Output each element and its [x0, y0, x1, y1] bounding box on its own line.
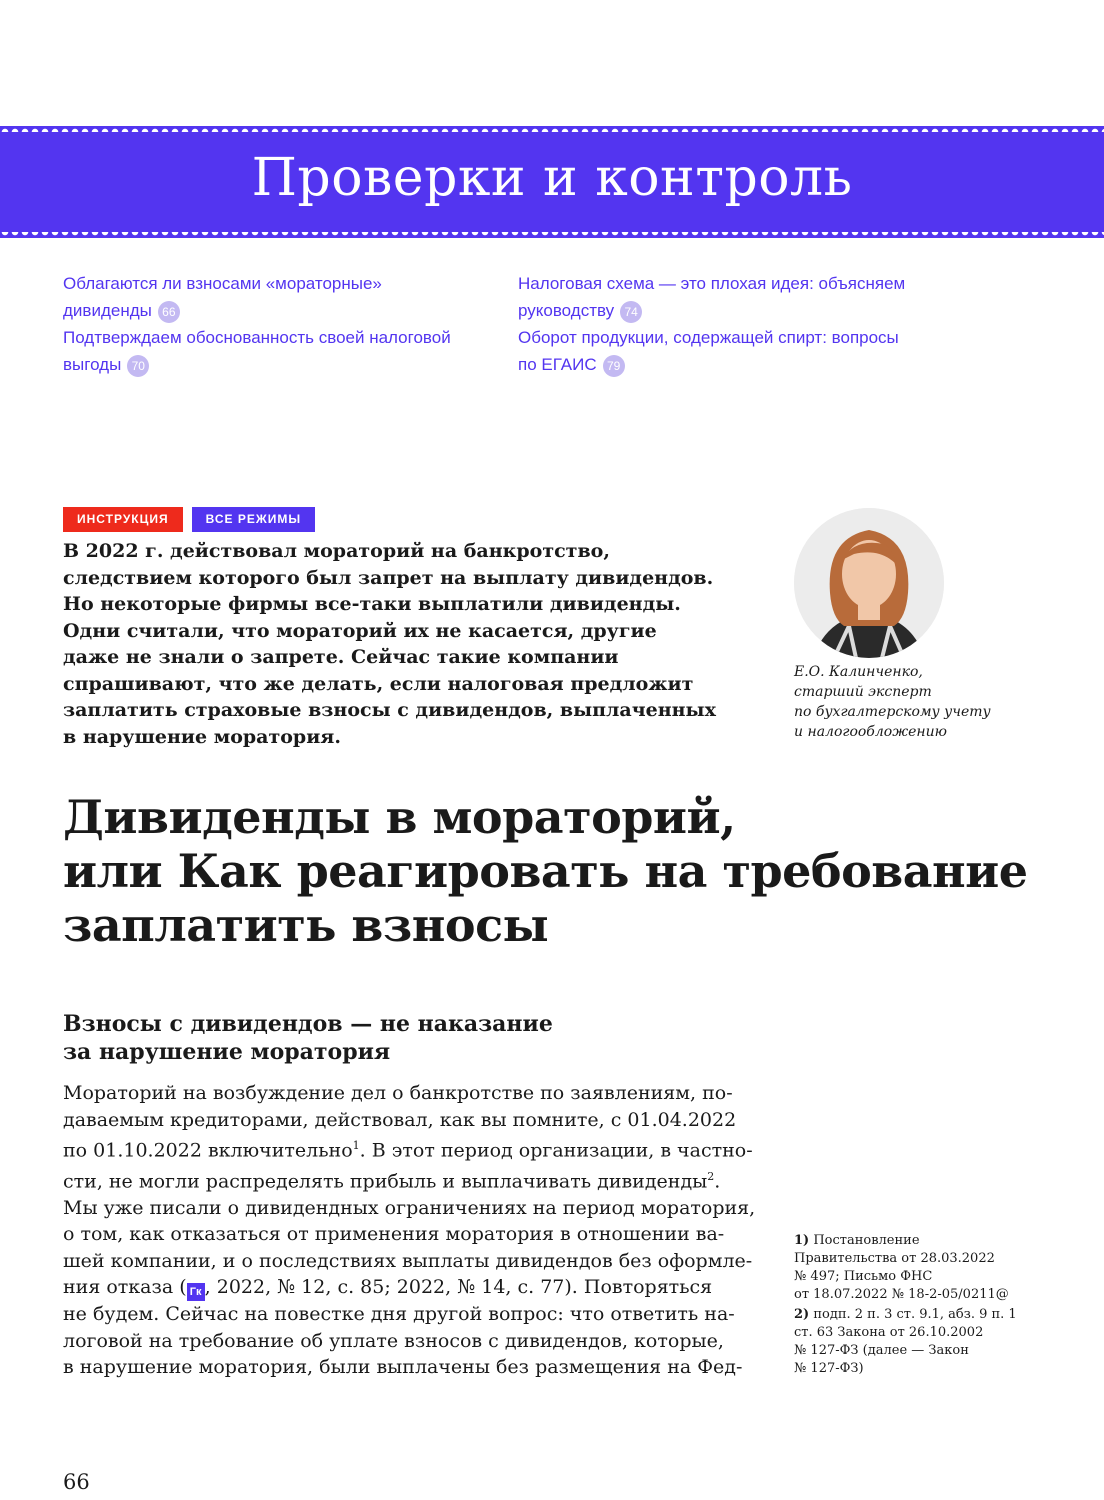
- body-line: не будем. Сейчас на повестке дня другой вопрос: что ответить на-: [63, 1303, 735, 1326]
- article-headline: [63, 790, 1053, 952]
- body-line: даваемым кредиторами, действовал, как вы помните, с 01.04.2022: [63, 1108, 737, 1131]
- article-body: [63, 1080, 756, 1381]
- lead-line: В 2022 г. действовал мораторий на банкротство,: [63, 540, 610, 562]
- footnote-line: Правительства от 28.03.2022: [794, 1251, 995, 1266]
- author-portrait: [794, 508, 944, 658]
- body-text-fragment: . В этот период организации, в частно-: [359, 1139, 753, 1162]
- page-badge: 70: [127, 355, 149, 377]
- subheading-line: за нарушение моратория: [63, 1039, 391, 1065]
- toc-link-line: дивиденды: [63, 301, 152, 320]
- lead-line: в нарушение моратория.: [63, 725, 341, 748]
- toc-link-line: Налоговая схема — это плохая идея: объясняем: [518, 274, 906, 293]
- body-line: [63, 1133, 753, 1164]
- body-line: логовой на требование об уплате взносов с дивидендов, которые,: [63, 1329, 724, 1352]
- journal-logo-icon: Гк: [187, 1283, 205, 1301]
- body-line: о том, как отказаться от применения моратория в отношении ва-: [63, 1223, 725, 1246]
- footnotes: [794, 1232, 1034, 1378]
- body-line: [63, 1274, 739, 1301]
- lead-line: даже не знали о запрете. Сейчас такие компании: [63, 646, 619, 668]
- author-role: по бухгалтерскому учету: [794, 704, 991, 720]
- lead-line: Но некоторые фирмы все-таки выплатили дивиденды.: [63, 593, 681, 615]
- author-role: старший эксперт: [794, 684, 932, 700]
- lead-line: Одни считали, что мораторий их не касается, другие: [63, 619, 657, 642]
- footnote-text: Постановление: [809, 1233, 920, 1248]
- lead-line: спрашивают, что же делать, если налоговая предложит: [63, 672, 694, 695]
- section-subheading: [63, 1010, 663, 1066]
- footnote-line: № 127-ФЗ (далее — Закон: [794, 1343, 969, 1358]
- toc-link[interactable]: [518, 270, 918, 324]
- subheading-line: Взносы с дивидендов — не наказание: [63, 1011, 553, 1037]
- body-text-fragment: .: [714, 1170, 721, 1193]
- footnote-ref[interactable]: 2: [707, 1169, 715, 1183]
- toc-link[interactable]: [63, 270, 463, 324]
- author-photo: [794, 508, 944, 658]
- toc-right-column: [518, 270, 918, 378]
- body-text-fragment: ния отказа (: [63, 1276, 187, 1299]
- body-text-fragment: , 2022, № 12, с. 85; 2022, № 14, с. 77). Повторяться: [204, 1276, 713, 1299]
- body-line: шей компании, и о последствиях выплаты дивидендов без оформле-: [63, 1249, 753, 1272]
- page-badge: 66: [158, 301, 180, 323]
- body-line: в нарушение моратория, были выплачены без размещения на Фед-: [63, 1356, 743, 1379]
- page-badge: 74: [620, 301, 642, 323]
- footnote-number: 1): [794, 1233, 810, 1248]
- tag-instruction: ИНСТРУКЦИЯ: [63, 507, 183, 532]
- toc-link-line: руководству: [518, 301, 615, 320]
- page-number: 66: [63, 1470, 90, 1494]
- body-text-fragment: сти, не могли распределять прибыль и выплачивать дивиденды: [63, 1170, 708, 1193]
- toc-link[interactable]: [518, 324, 918, 378]
- lead-line: заплатить страховые взносы с дивидендов, выплаченных: [63, 699, 716, 721]
- headline-line: или Как реагировать на требование: [63, 844, 1028, 898]
- footnote-line: [794, 1306, 1034, 1324]
- footnote-line: № 497; Письмо ФНС: [794, 1269, 933, 1284]
- toc-link-line: по ЕГАИС: [518, 355, 597, 374]
- author-role: и налогообложению: [794, 724, 947, 740]
- footnote-number: 2): [794, 1307, 810, 1322]
- toc-link-line: Облагаются ли взносами «мораторные»: [63, 274, 382, 293]
- section-title: Проверки и контроль: [251, 148, 853, 208]
- body-line: Мораторий на возбуждение дел о банкротстве по заявлениям, по-: [63, 1082, 733, 1104]
- toc-link[interactable]: [63, 324, 463, 378]
- body-line: [63, 1164, 739, 1195]
- footnote-ref[interactable]: 1: [352, 1139, 360, 1152]
- toc-link-line: выгоды: [63, 355, 122, 374]
- author-name: Е.О. Калинченко,: [794, 664, 923, 680]
- lead-line: следствием которого был запрет на выплату дивидендов.: [63, 566, 714, 589]
- toc-link-line: Подтверждаем обоснованность своей налоговой: [63, 328, 451, 347]
- author-caption: [794, 662, 1024, 742]
- article-tags: [63, 507, 315, 532]
- footnote-line: от 18.07.2022 № 18-2-05/0211@: [794, 1287, 1009, 1302]
- headline-line: заплатить взносы: [63, 898, 549, 952]
- footnote-line: ст. 63 Закона от 26.10.2002: [794, 1325, 984, 1340]
- body-text-fragment: по 01.10.2022 включительно: [63, 1139, 353, 1162]
- tag-all-regimes: ВСЕ РЕЖИМЫ: [192, 507, 315, 532]
- toc-link-line: Оборот продукции, содержащей спирт: вопросы: [518, 328, 899, 347]
- footnote-line: [794, 1232, 1034, 1250]
- section-banner: [0, 126, 1104, 238]
- article-lead: [63, 538, 753, 750]
- headline-line: Дивиденды в мораторий,: [63, 790, 736, 844]
- footnote-line: № 127-ФЗ): [794, 1361, 864, 1376]
- page-badge: 79: [603, 355, 625, 377]
- body-line: Мы уже писали о дивидендных ограничениях на период моратория,: [63, 1196, 756, 1219]
- footnote-text: подп. 2 п. 3 ст. 9.1, абз. 9 п. 1: [809, 1307, 1017, 1322]
- toc-left-column: [63, 270, 463, 378]
